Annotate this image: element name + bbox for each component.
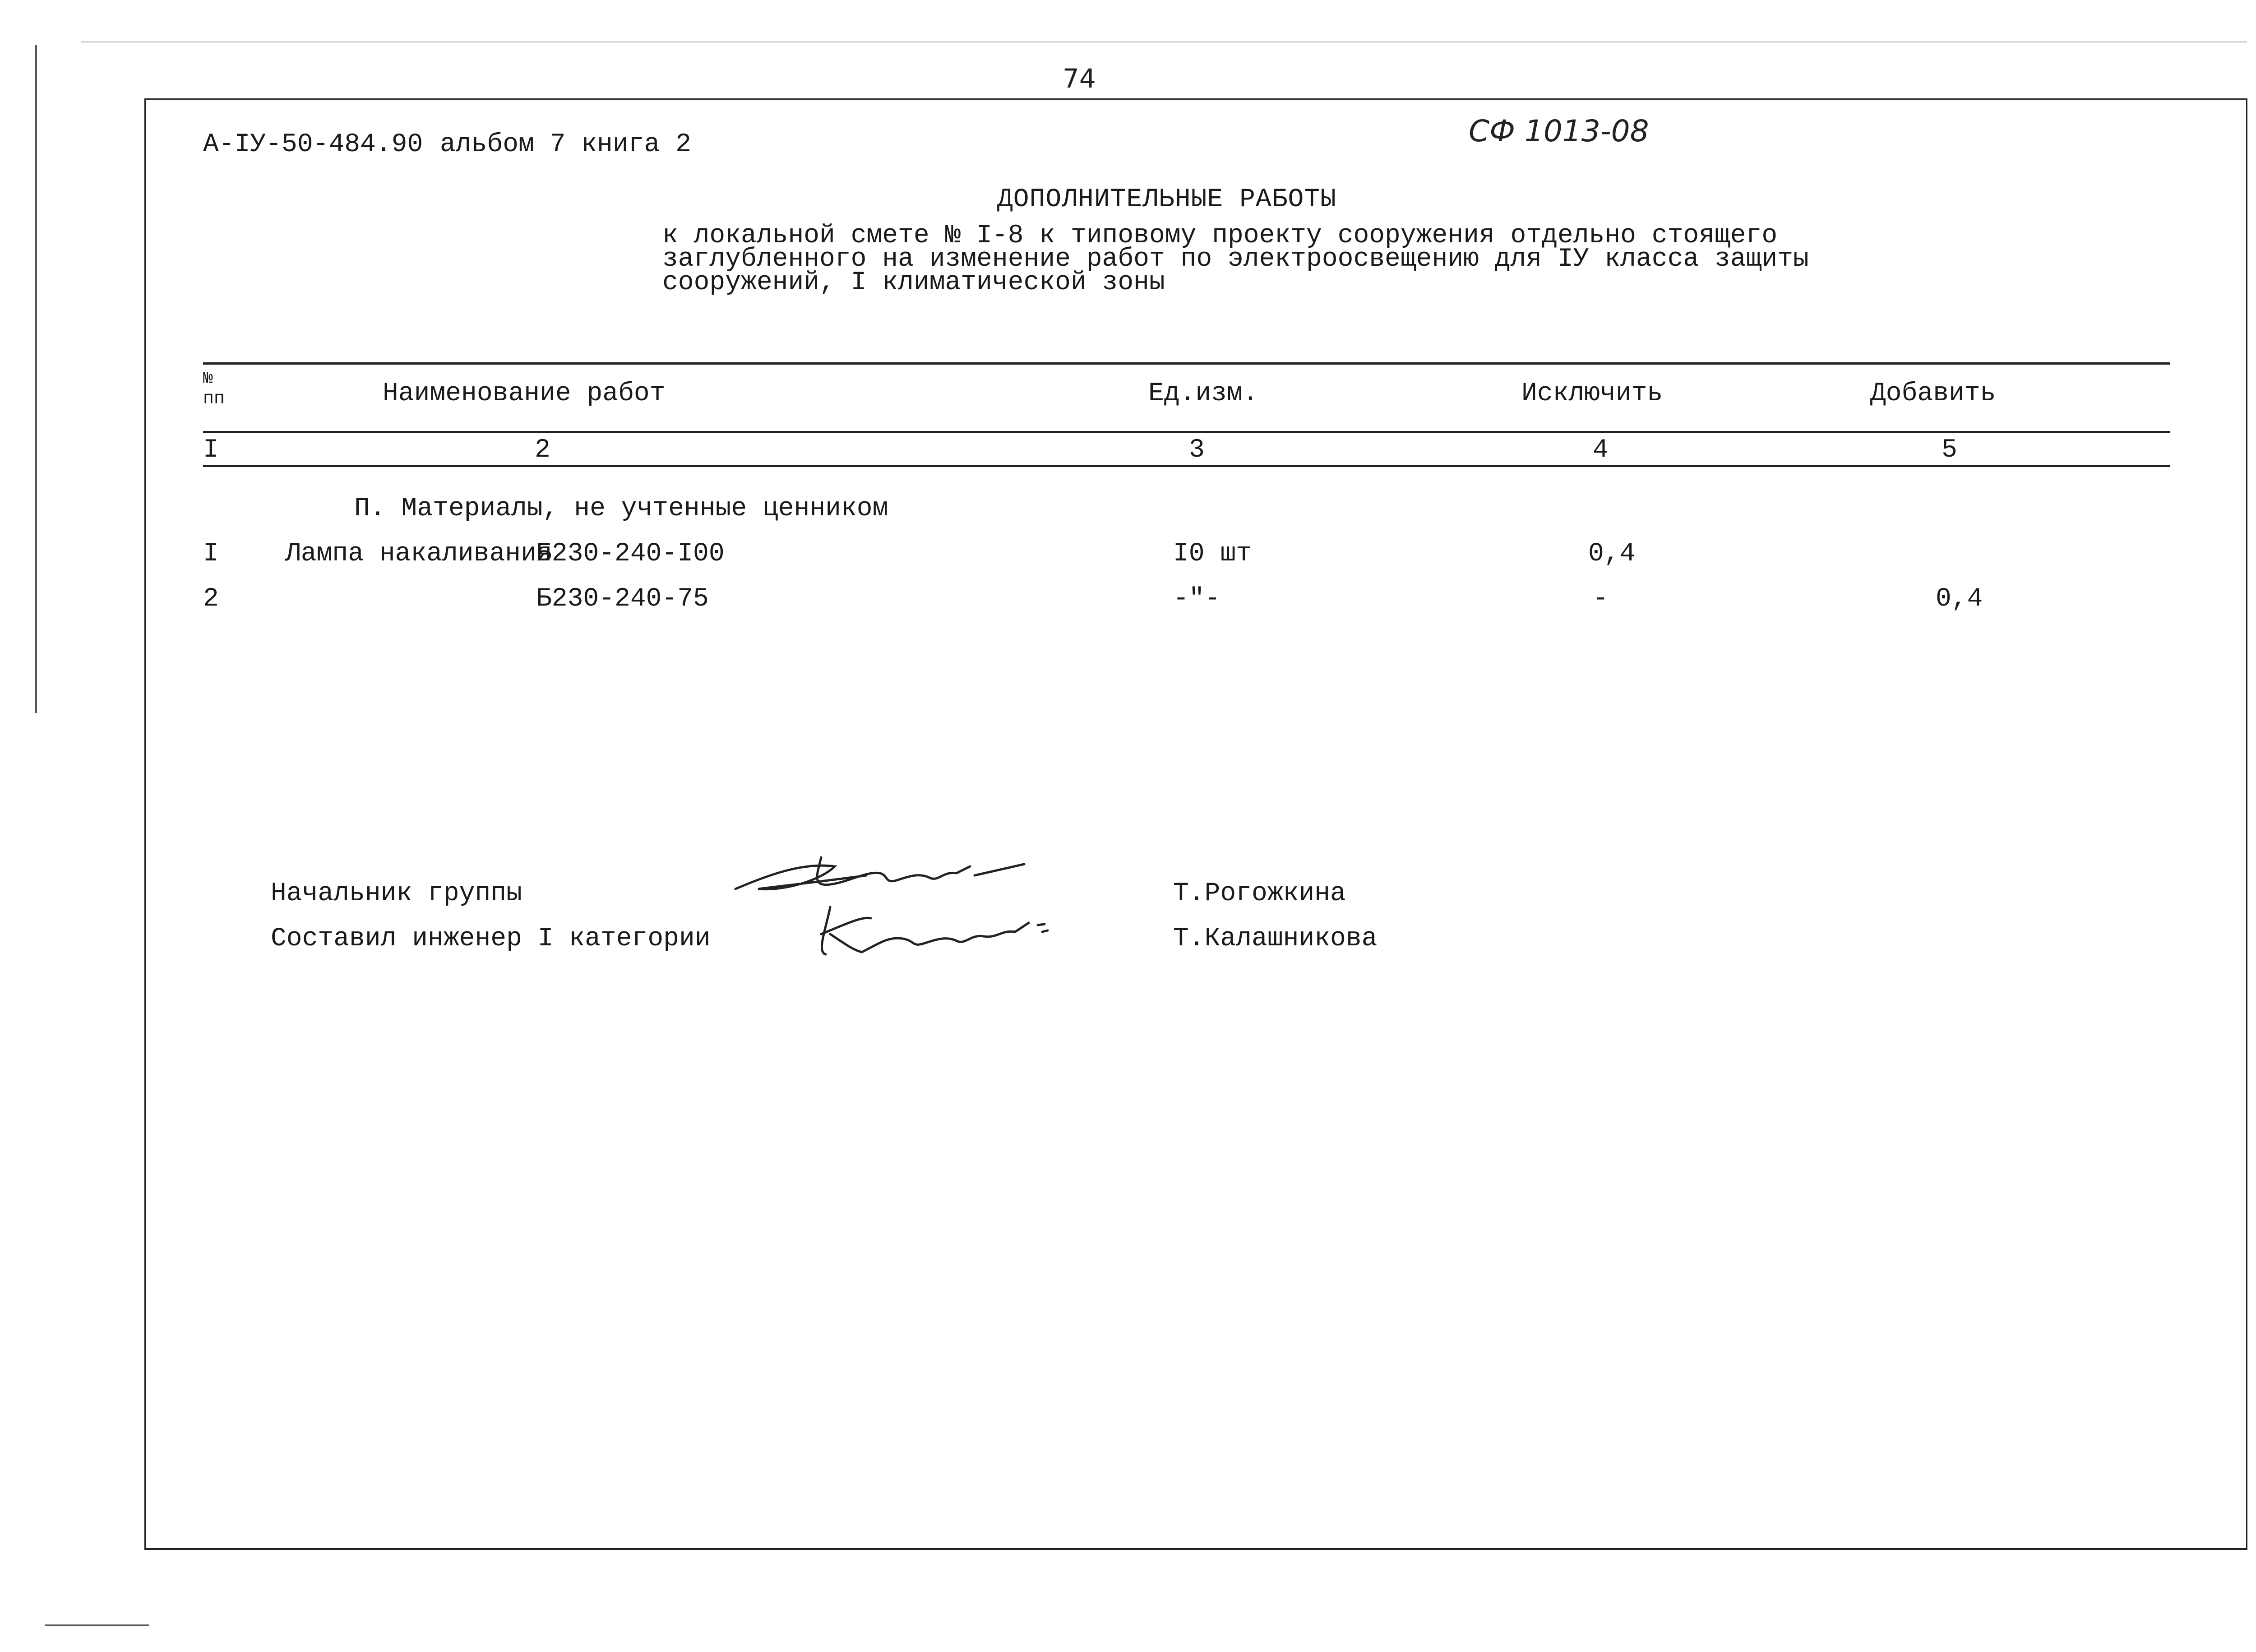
signature-role-1: Начальник группы (271, 879, 522, 908)
row-2-add: 0,4 (1936, 584, 1983, 614)
album-label: альбом 7 книга 2 (440, 130, 691, 159)
subtitle-line-2: заглубленного на изменение работ по электроосвещению для IУ класса защиты (662, 245, 1809, 274)
header-name: Наименование работ (383, 379, 666, 408)
column-number-1: I (203, 435, 219, 465)
table-numbers-rule (203, 465, 2170, 467)
signature-name-2: Т.Калашникова (1173, 924, 1378, 953)
row-2-num: 2 (203, 584, 219, 614)
header-add: Добавить (1870, 379, 1996, 408)
scan-mark-bottom (45, 1624, 149, 1626)
header-exclude: Исключить (1521, 379, 1663, 408)
signature-name-1: Т.Рогожкина (1173, 879, 1346, 908)
row-2-unit: -"- (1173, 584, 1220, 614)
row-2-code: Б230-240-75 (536, 584, 709, 614)
header-num-bottom: пп (203, 389, 225, 409)
signature-scribble-2 (812, 898, 1065, 966)
column-number-4: 4 (1593, 435, 1609, 465)
signature-role-2: Составил инженер I категории (271, 924, 711, 953)
table-top-rule (203, 362, 2170, 365)
column-number-3: 3 (1189, 435, 1205, 465)
page-number: 74 (1063, 63, 1096, 94)
signature-scribble-1 (731, 848, 1056, 902)
row-1-num: I (203, 539, 219, 569)
subtitle-line-3: сооружений, I климатической зоны (662, 268, 1165, 297)
row-1-unit: I0 шт (1173, 539, 1252, 569)
section-heading: П. Материалы, не учтенные ценником (354, 494, 888, 523)
row-2-exclude: - (1593, 584, 1609, 614)
subtitle-line-1: к локальной смете № I-8 к типовому проекту сооружения отдельно стоящего (662, 221, 1778, 250)
document-code: А-IУ-50-484.90 (203, 130, 423, 159)
column-number-2: 2 (535, 435, 550, 465)
document-title: ДОПОЛНИТЕЛЬНЫЕ РАБОТЫ (997, 185, 1336, 214)
header-num-top: № (203, 369, 213, 388)
document-frame (144, 98, 2247, 1550)
header-unit: Ед.изм. (1148, 379, 1258, 408)
scan-edge-left (35, 45, 37, 713)
row-1-code: Б230-240-I00 (536, 539, 725, 569)
stamp-code: СФ 1013-08 (1469, 114, 1649, 148)
row-1-name: Лампа накаливания (285, 539, 552, 569)
table-header-rule (203, 431, 2170, 433)
row-1-exclude: 0,4 (1588, 539, 1636, 569)
column-number-5: 5 (1942, 435, 1957, 465)
